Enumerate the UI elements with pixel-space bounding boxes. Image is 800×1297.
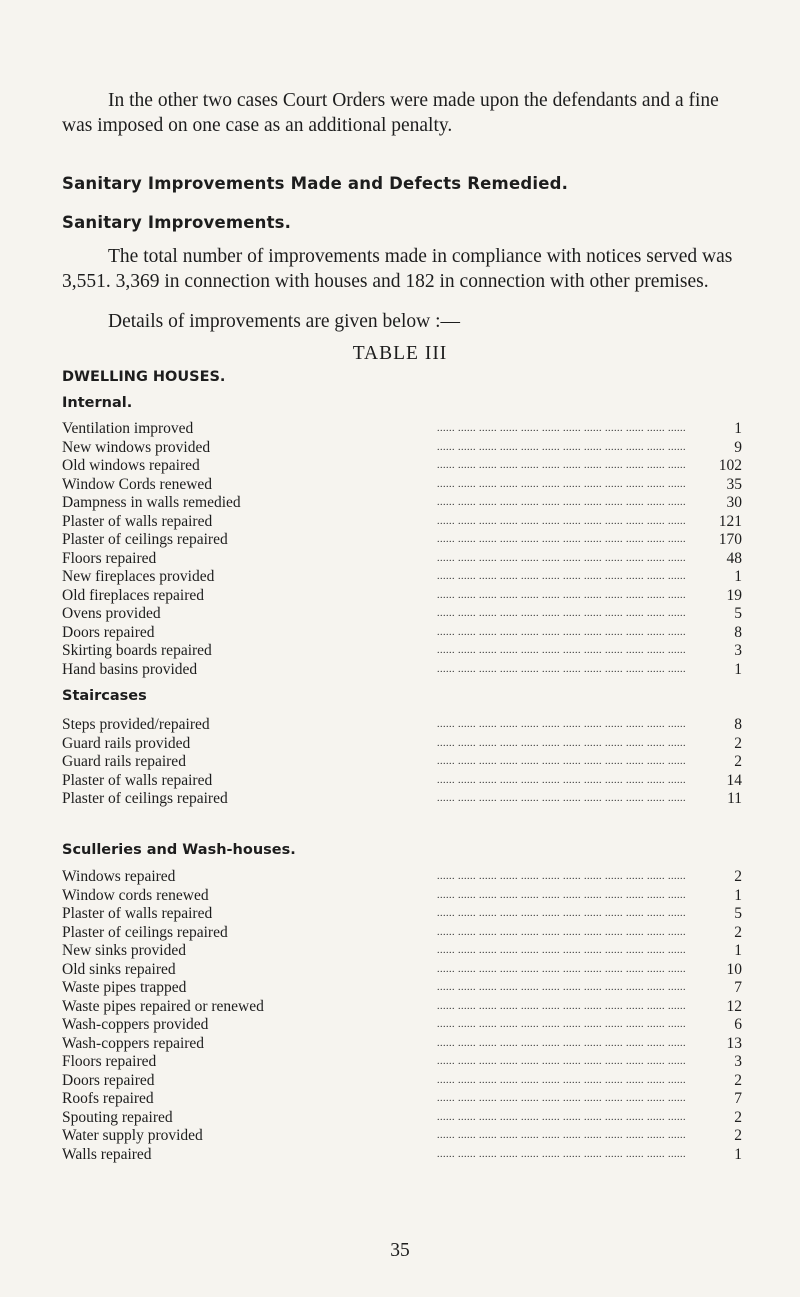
table-row <box>62 476 742 495</box>
dot-leader: ...... ...... ...... ...... ...... ...... ...... ...... ...... ...... ...... ...... <box>437 793 686 804</box>
dot-leader: ...... ...... ...... ...... ...... ...... ...... ...... ...... ...... ...... ...... <box>437 1000 686 1012</box>
row-value: 3 <box>734 1053 742 1070</box>
row-value: 1 <box>734 568 742 585</box>
row-label: Plaster of walls repaired <box>62 771 213 789</box>
row-value: 5 <box>734 905 742 922</box>
staircases-rows <box>62 716 742 809</box>
dot-leader: ...... ...... ...... ...... ...... ...... ...... ...... ...... ...... ...... ...... <box>437 889 686 901</box>
row-label: Roofs repaired <box>62 1090 154 1107</box>
dot-leader: ...... ...... ...... ...... ...... ...... ...... ...... ...... ...... ...... ...... <box>437 719 686 730</box>
table-row <box>62 1035 742 1054</box>
table-row <box>62 494 742 513</box>
sub-heading: Sanitary Improvements. <box>62 213 292 232</box>
dot-leader: ...... ...... ...... ...... ...... ...... ...... ...... ...... ...... ...... ...... <box>437 963 686 975</box>
dot-leader: ...... ...... ...... ...... ...... ...... ...... ...... ...... ...... ...... ...... <box>437 756 686 767</box>
dot-leader: ...... ...... ...... ...... ...... ...... ...... ...... ...... ...... ...... ...... <box>437 737 686 749</box>
dot-leader: ...... ...... ...... ...... ...... ...... ...... ...... ...... ...... ...... ...... <box>437 1148 686 1160</box>
row-label: Window Cords renewed <box>62 475 213 493</box>
row-label: Steps provided/repaired <box>62 716 210 733</box>
intro-paragraph: In the other two cases Court Orders were made upon the defendants and a fine was imposed on one case as an additional penalty. <box>62 90 719 136</box>
row-value: 13 <box>726 1034 742 1052</box>
row-label: Guard rails repaired <box>62 753 186 770</box>
row-label: Dampness in walls remedied <box>62 494 241 511</box>
row-value: 1 <box>734 1145 742 1163</box>
row-value: 3 <box>734 642 742 659</box>
dot-leader: ...... ...... ...... ...... ...... ...... ...... ...... ...... ...... ...... ...... <box>437 926 686 938</box>
row-label: Waste pipes repaired or renewed <box>62 997 264 1015</box>
table-row <box>62 868 742 887</box>
table-row <box>62 513 742 532</box>
row-label: New fireplaces provided <box>62 568 215 585</box>
row-value: 6 <box>734 1016 742 1033</box>
row-label: Windows repaired <box>62 868 176 885</box>
row-value: 2 <box>734 923 742 941</box>
dot-leader: ...... ...... ...... ...... ...... ...... ...... ...... ...... ...... ...... ...... <box>437 1130 686 1141</box>
row-label: New windows provided <box>62 438 211 456</box>
row-value: 7 <box>734 979 742 996</box>
table-row <box>62 924 742 943</box>
dot-leader: ...... ...... ...... ...... ...... ...... ...... ...... ...... ...... ...... ...... <box>437 645 686 656</box>
dot-leader: ...... ...... ...... ...... ...... ...... ...... ...... ...... ...... ...... ...... <box>437 1037 686 1049</box>
row-label: Window cords renewed <box>62 886 209 904</box>
dot-leader: ...... ...... ...... ...... ...... ...... ...... ...... ...... ...... ...... ...... <box>437 589 686 601</box>
dot-leader: ...... ...... ...... ...... ...... ...... ...... ...... ...... ...... ...... ...... <box>437 423 686 434</box>
row-label: Floors repaired <box>62 549 157 567</box>
row-label: Plaster of walls repaired <box>62 512 213 530</box>
row-value: 2 <box>734 753 742 770</box>
dot-leader: ...... ...... ...... ...... ...... ...... ...... ...... ...... ...... ...... ...... <box>437 1093 686 1104</box>
dot-leader: ...... ...... ...... ...... ...... ...... ...... ...... ...... ...... ...... ...... <box>437 774 686 786</box>
table-row <box>62 716 742 735</box>
section-label-sculleries: Sculleries and Wash-houses. <box>62 842 296 858</box>
table-row <box>62 942 742 961</box>
dot-leader: ...... ...... ...... ...... ...... ...... ...... ...... ...... ...... ...... ...... <box>437 1056 686 1067</box>
sculleries-rows <box>62 868 742 1164</box>
table-row <box>62 735 742 754</box>
row-label: Spouting repaired <box>62 1108 173 1126</box>
section-label-internal: Internal. <box>62 395 133 411</box>
table-row <box>62 979 742 998</box>
table-heading: DWELLING HOUSES. <box>62 369 226 385</box>
dot-leader: ...... ...... ...... ...... ...... ...... ...... ...... ...... ...... ...... ...... <box>437 460 686 471</box>
row-label: New sinks provided <box>62 942 186 959</box>
row-label: Doors repaired <box>62 623 155 641</box>
table-row <box>62 605 742 624</box>
row-value: 1 <box>734 660 742 678</box>
row-value: 102 <box>718 457 742 474</box>
table-row <box>62 1146 742 1165</box>
dot-leader: ...... ...... ...... ...... ...... ...... ...... ...... ...... ...... ...... ...... <box>437 441 686 453</box>
table-row <box>62 1072 742 1091</box>
table-row <box>62 420 742 439</box>
row-label: Waste pipes trapped <box>62 979 187 996</box>
row-value: 1 <box>734 420 742 437</box>
table-row <box>62 457 742 476</box>
table-row <box>62 550 742 569</box>
table-row <box>62 1127 742 1146</box>
page-number: 35 <box>390 1240 410 1261</box>
row-label: Floors repaired <box>62 1053 157 1070</box>
internal-rows <box>62 420 742 679</box>
row-label: Plaster of ceilings repaired <box>62 923 228 941</box>
main-heading: Sanitary Improvements Made and Defects Remedied. <box>62 174 569 193</box>
row-value: 12 <box>726 997 742 1015</box>
table-row <box>62 790 742 809</box>
row-value: 1 <box>734 886 742 904</box>
row-value: 2 <box>734 1108 742 1126</box>
row-value: 10 <box>726 960 742 978</box>
row-label: Old fireplaces repaired <box>62 586 205 604</box>
row-label: Old windows repaired <box>62 457 200 474</box>
row-value: 48 <box>726 549 742 567</box>
row-label: Wash-coppers repaired <box>62 1034 205 1052</box>
row-value: 121 <box>718 512 742 530</box>
row-label: Skirting boards repaired <box>62 642 212 659</box>
table-row <box>62 772 742 791</box>
dot-leader: ...... ...... ...... ...... ...... ...... ...... ...... ...... ...... ...... ...... <box>437 515 686 527</box>
section-label-staircases: Staircases <box>62 688 147 704</box>
row-value: 35 <box>726 475 742 493</box>
details-line: Details of improvements are given below :— <box>108 311 460 332</box>
row-label: Hand basins provided <box>62 660 198 678</box>
row-label: Plaster of walls repaired <box>62 905 213 922</box>
row-value: 7 <box>734 1090 742 1107</box>
row-value: 9 <box>734 438 742 456</box>
row-label: Water supply provided <box>62 1127 203 1144</box>
row-value: 2 <box>734 734 742 752</box>
row-value: 5 <box>734 605 742 622</box>
row-label: Doors repaired <box>62 1071 155 1089</box>
row-label: Walls repaired <box>62 1145 152 1163</box>
table-row <box>62 1016 742 1035</box>
table-row <box>62 753 742 772</box>
table-row <box>62 905 742 924</box>
dot-leader: ...... ...... ...... ...... ...... ...... ...... ...... ...... ...... ...... ...... <box>437 945 686 956</box>
dot-leader: ...... ...... ...... ...... ...... ...... ...... ...... ...... ...... ...... ...... <box>437 982 686 993</box>
row-label: Wash-coppers provided <box>62 1016 209 1033</box>
table-row <box>62 1053 742 1072</box>
row-label: Guard rails provided <box>62 734 191 752</box>
row-value: 30 <box>726 494 742 511</box>
table-row <box>62 642 742 661</box>
dot-leader: ...... ...... ...... ...... ...... ...... ...... ...... ...... ...... ...... ...... <box>437 552 686 564</box>
dot-leader: ...... ...... ...... ...... ...... ...... ...... ...... ...... ...... ...... ...... <box>437 663 686 675</box>
dot-leader: ...... ...... ...... ...... ...... ...... ...... ...... ...... ...... ...... ...... <box>437 534 686 545</box>
table-row <box>62 661 742 680</box>
table-row <box>62 568 742 587</box>
row-value: 2 <box>734 1071 742 1089</box>
table-row <box>62 439 742 458</box>
dot-leader: ...... ...... ...... ...... ...... ...... ...... ...... ...... ...... ...... ...... <box>437 497 686 508</box>
row-value: 14 <box>726 771 742 789</box>
table-row <box>62 998 742 1017</box>
row-value: 8 <box>734 623 742 641</box>
dot-leader: ...... ...... ...... ...... ...... ...... ...... ...... ...... ...... ...... ...... <box>437 1111 686 1123</box>
row-value: 11 <box>727 790 742 807</box>
dot-leader: ...... ...... ...... ...... ...... ...... ...... ...... ...... ...... ...... ...... <box>437 478 686 490</box>
dot-leader: ...... ...... ...... ...... ...... ...... ...... ...... ...... ...... ...... ...... <box>437 1074 686 1086</box>
table-title: TABLE III <box>352 343 448 364</box>
table-row <box>62 531 742 550</box>
row-label: Old sinks repaired <box>62 960 176 978</box>
row-label: Plaster of ceilings repaired <box>62 790 228 807</box>
dot-leader: ...... ...... ...... ...... ...... ...... ...... ...... ...... ...... ...... ...... <box>437 908 686 919</box>
dot-leader: ...... ...... ...... ...... ...... ...... ...... ...... ...... ...... ...... ...... <box>437 626 686 638</box>
table-row <box>62 1090 742 1109</box>
table-row <box>62 961 742 980</box>
table-row <box>62 624 742 643</box>
table-row <box>62 587 742 606</box>
row-value: 19 <box>726 586 742 604</box>
row-value: 2 <box>734 1127 742 1144</box>
dot-leader: ...... ...... ...... ...... ...... ...... ...... ...... ...... ...... ...... ...... <box>437 1019 686 1030</box>
row-label: Ventilation improved <box>62 420 194 437</box>
row-value: 2 <box>734 868 742 885</box>
dot-leader: ...... ...... ...... ...... ...... ...... ...... ...... ...... ...... ...... ...... <box>437 571 686 582</box>
row-label: Plaster of ceilings repaired <box>62 531 228 548</box>
row-value: 8 <box>734 716 742 733</box>
row-value: 170 <box>718 531 742 548</box>
row-value: 1 <box>734 942 742 959</box>
summary-paragraph: The total number of improvements made in compliance with notices served was 3,551. 3,369 in connection with houses and 182 in connection with other premises. <box>62 246 733 292</box>
row-label: Ovens provided <box>62 605 161 622</box>
table-row <box>62 887 742 906</box>
table-row <box>62 1109 742 1128</box>
dot-leader: ...... ...... ...... ...... ...... ...... ...... ...... ...... ...... ...... ...... <box>437 608 686 619</box>
dot-leader: ...... ...... ...... ...... ...... ...... ...... ...... ...... ...... ...... ...... <box>437 871 686 882</box>
